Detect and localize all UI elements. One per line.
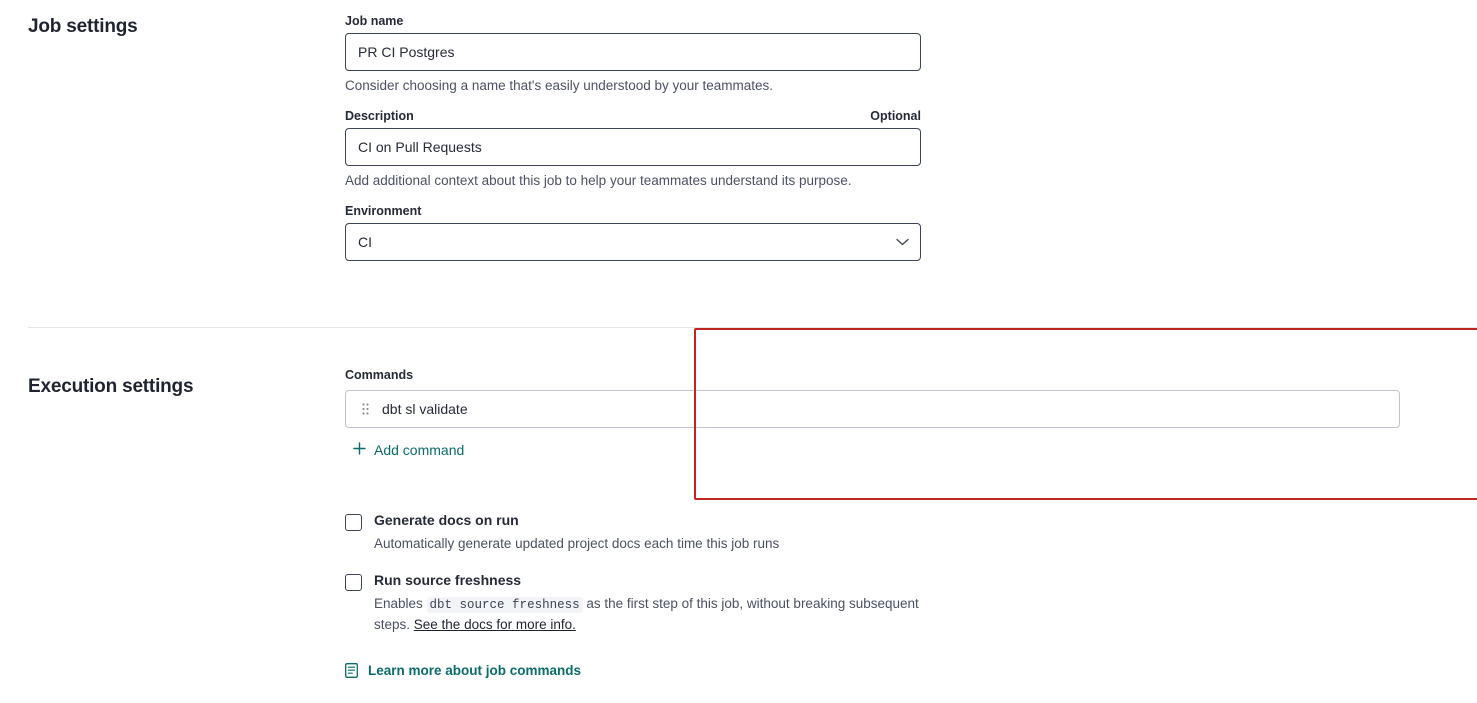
generate-docs-title: Generate docs on run: [374, 512, 519, 528]
environment-select-wrap: [345, 223, 921, 261]
description-optional-label: Optional: [870, 109, 921, 123]
description-label: Description: [345, 109, 414, 123]
source-freshness-desc-pre: Enables: [374, 595, 427, 611]
add-command-button[interactable]: [345, 442, 464, 458]
book-icon: [345, 663, 358, 678]
add-command-label: Add command: [374, 442, 465, 458]
job-name-label: Job name: [345, 14, 404, 28]
description-helper-text: Add additional context about this job to help your teammates understand its purpose.: [345, 173, 852, 188]
commands-label: Commands: [345, 368, 414, 382]
source-freshness-option: [345, 572, 1435, 635]
source-freshness-body: [374, 572, 934, 635]
source-freshness-checkbox[interactable]: [345, 574, 362, 591]
generate-docs-desc: Automatically generate updated project docs each time this job runs: [374, 535, 780, 551]
description-input[interactable]: CI on Pull Requests: [345, 128, 921, 166]
job-name-field-group: [345, 14, 923, 93]
section-divider: [28, 327, 1477, 328]
job-name-label-row: [345, 14, 921, 28]
job-settings-section: [0, 0, 1477, 277]
source-freshness-title: Run source freshness: [374, 572, 522, 589]
source-freshness-docs-link[interactable]: See the docs for more info.: [413, 616, 576, 632]
job-settings-fields: [345, 14, 923, 277]
environment-label: Environment: [345, 204, 422, 218]
job-settings-title: Job settings: [28, 16, 138, 37]
generate-docs-body: [374, 512, 779, 554]
learn-more-job-commands-link[interactable]: [345, 663, 581, 678]
environment-select[interactable]: CI: [345, 223, 921, 261]
job-name-helper-text: Consider choosing a name that's easily understood by your teammates.: [345, 78, 774, 93]
job-name-input[interactable]: PR CI Postgres: [345, 33, 921, 71]
execution-settings-section: [0, 344, 1477, 683]
environment-field-group: [345, 204, 923, 261]
drag-handle-icon[interactable]: [358, 403, 372, 415]
environment-label-row: [345, 204, 921, 218]
learn-more-label: Learn more about job commands: [368, 662, 582, 678]
generate-docs-checkbox[interactable]: [345, 514, 362, 531]
command-row[interactable]: [345, 390, 1400, 428]
source-freshness-desc-mid: as the first step of this job, without breaking subsequent steps.: [374, 595, 919, 632]
execution-options-list: [345, 512, 1435, 683]
plus-icon: [353, 442, 366, 458]
execution-settings-fields: [345, 344, 1435, 683]
command-input[interactable]: dbt sl validate: [382, 401, 468, 417]
description-label-row: [345, 109, 921, 123]
source-freshness-desc-code: dbt source freshness: [427, 597, 583, 613]
generate-docs-option: [345, 512, 1435, 554]
source-freshness-desc: [374, 594, 934, 635]
execution-settings-title: Execution settings: [28, 376, 194, 397]
description-field-group: [345, 109, 923, 188]
